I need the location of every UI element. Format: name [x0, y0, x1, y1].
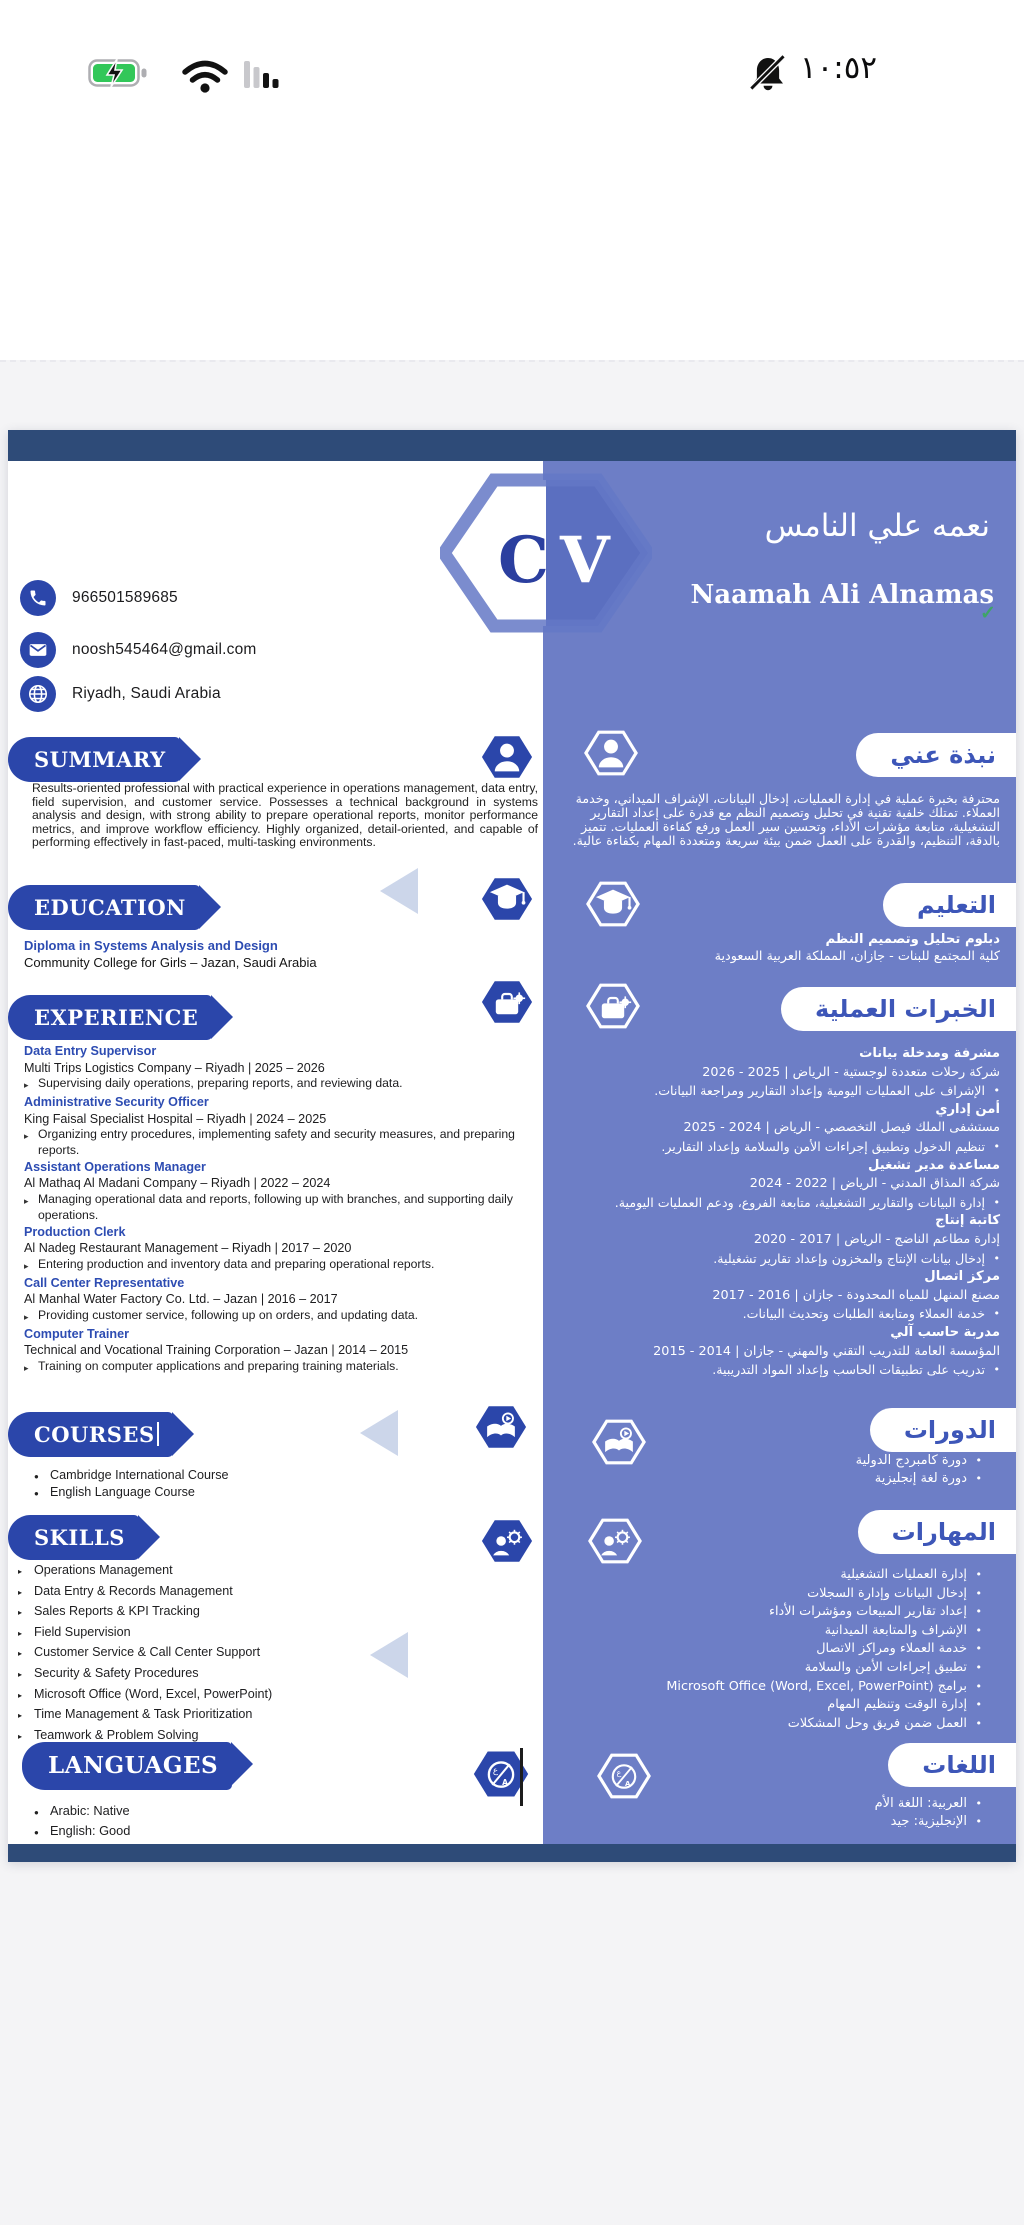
skill-item: ▸ Security & Safety Procedures: [18, 1665, 199, 1680]
contact-location: [20, 675, 221, 713]
summary-badge-ar: نبذة عني: [856, 733, 1016, 777]
job-title: مركز اتصال: [924, 1269, 1000, 1285]
education-entry-ar: [715, 932, 1000, 965]
job-title: Production Clerk: [24, 1224, 126, 1239]
language-item-ar: • الإنجليزية: جيد: [890, 1813, 982, 1829]
courses-list-ar: [856, 1452, 982, 1487]
job-title: Computer Trainer: [24, 1326, 129, 1341]
phone-icon: [20, 580, 56, 616]
courses-list-en: [34, 1468, 229, 1501]
job-company: King Faisal Specialist Hospital – Riyadh | 2024 – 2025: [24, 1111, 327, 1126]
skill-item-ar: • إدارة الوقت وتنظيم المهام: [827, 1697, 982, 1713]
name-arabic: نعمه علي النامس: [764, 508, 990, 544]
decorative-triangle: [370, 1632, 408, 1678]
experience-entry: [24, 1224, 538, 1275]
job-title: Data Entry Supervisor: [24, 1044, 157, 1058]
language-item-ar: • العربية: اللغة الأم: [874, 1796, 982, 1811]
email-address: noosh545464@gmail.com: [72, 641, 257, 658]
experience-badge: EXPERIENCE: [8, 995, 212, 1040]
email-icon: [20, 632, 56, 668]
text-cursor: [157, 1422, 159, 1446]
skills-gear-icon: [480, 1517, 534, 1565]
languages-badge-ar: اللغات: [888, 1743, 1016, 1787]
languages-list-en: [34, 1802, 130, 1842]
job-company: إدارة مطاعم الناضج - الرياض | 2017 - 2020: [753, 1231, 1000, 1247]
job-bullet: • تنظيم الدخول وتطبيق إجراءات الأمن والسلامة وإعداد التقارير.: [661, 1138, 1000, 1154]
job-title: أمن إداري: [935, 1101, 1000, 1117]
course-item: ● English Language Course: [34, 1484, 195, 1499]
course-item: ● Cambridge International Course: [34, 1468, 229, 1482]
job-bullet: • تدريب على تطبيقات الحاسب وإعداد المواد التدريبية.: [712, 1362, 1000, 1378]
skill-item-ar: • إعداد تقارير المبيعات ومؤشرات الأداء: [768, 1604, 982, 1620]
school-name-ar: كلية المجتمع للبنات - جازان، المملكة العربية السعودية: [714, 948, 1000, 964]
skills-gear-icon-ar: [588, 1517, 642, 1565]
name-english: Naamah Ali Alnamas: [690, 580, 994, 610]
skill-item: ▸ Teamwork & Problem Solving: [18, 1727, 199, 1742]
translate-icon-ar: [597, 1752, 651, 1800]
job-company: مصنع المنهل للمياه المحدودة - جازان | 2016 - 2017: [712, 1287, 1000, 1303]
job-company: Al Mathaq Al Madani Company – Riyadh | 2022 – 2024: [24, 1176, 331, 1191]
skill-item-ar: • خدمة العملاء ومراكز الاتصال: [816, 1641, 982, 1657]
location-icon: [20, 676, 56, 712]
decorative-triangle: [360, 1410, 398, 1456]
job-title: مدربة حاسب آلي: [890, 1324, 1000, 1340]
text-cursor-languages: [520, 1748, 523, 1806]
phone-number: 966501589685: [72, 589, 178, 606]
course-item-ar: • دورة لغة إنجليزية: [874, 1470, 982, 1486]
summary-badge: SUMMARY: [8, 737, 180, 782]
cv-logo: [440, 470, 652, 636]
graduation-icon: [480, 875, 534, 923]
experience-entry: [24, 1043, 538, 1094]
experience-entry: [548, 1045, 1000, 1101]
skill-item: ▸ Time Management & Task Prioritization: [18, 1707, 253, 1722]
job-bullet: ▸ Providing customer service, following up on orders, and updating data.: [24, 1307, 419, 1322]
course-book-icon: [474, 1403, 528, 1451]
decorative-triangle: [380, 868, 418, 914]
person-icon: [480, 733, 534, 781]
job-company: شركة المذاق المدني - الرياض | 2022 - 2024: [749, 1176, 1000, 1192]
experience-entry: [24, 1326, 538, 1377]
course-book-icon-ar: [592, 1418, 646, 1466]
page-divider: [0, 360, 1024, 362]
experience-entry: [548, 1157, 1000, 1213]
experience-list-en: [24, 1043, 538, 1377]
contact-phone: [20, 579, 178, 617]
job-bullet: • إدخال بيانات الإنتاج والمخزون وإعداد تقارير تشغيلية.: [713, 1250, 1000, 1266]
notifications-muted-icon: [748, 54, 788, 92]
location-text: Riyadh, Saudi Arabia: [72, 685, 221, 702]
job-bullet: • الإشراف على العمليات اليومية وإعداد التقارير ومراجعة البيانات.: [654, 1083, 1000, 1099]
job-bullet: • إدارة البيانات والتقارير التشغيلية، متابعة الفروع، ودعم العمليات اليومية.: [614, 1194, 1000, 1210]
experience-entry: [24, 1159, 538, 1224]
education-badge: EDUCATION: [8, 885, 200, 930]
job-bullet: ▸ Organizing entry procedures, implementing safety and security measures, and preparing reports.: [24, 1127, 515, 1157]
language-item: ● English: Good: [34, 1823, 131, 1838]
contact-email: [20, 631, 257, 669]
status-time: ١٠:٥٢: [800, 50, 878, 86]
job-bullet: • خدمة العملاء ومتابعة الطلبات وتحديث البيانات.: [742, 1306, 1000, 1322]
experience-entry: [548, 1101, 1000, 1157]
job-company: شركة رحلات متعددة لوجستية - الرياض | 2025 - 2026: [702, 1064, 1000, 1080]
job-company: Al Nadeg Restaurant Management – Riyadh | 2017 – 2020: [24, 1241, 352, 1256]
green-check-mark: ✓: [980, 603, 996, 624]
skill-item: ▸ Data Entry & Records Management: [18, 1583, 233, 1598]
job-title: مساعدة مدير تشغيل: [867, 1157, 1000, 1173]
job-bullet: ▸ Managing operational data and reports, following up with branches, and supporting daily operations.: [24, 1191, 513, 1222]
languages-badge: LANGUAGES: [22, 1742, 232, 1790]
skills-list-ar: [666, 1566, 982, 1733]
job-company: المؤسسة العامة للتدريب التقني والمهني - جازان | 2014 - 2015: [653, 1343, 1000, 1359]
courses-badge-ar: الدورات: [870, 1408, 1016, 1452]
skill-item: ▸ Field Supervision: [18, 1624, 131, 1639]
course-item-ar: • دورة كامبردج الدولية: [855, 1453, 982, 1468]
school-name: Community College for Girls – Jazan, Saudi Arabia: [24, 954, 317, 970]
wifi-icon: [182, 58, 228, 94]
languages-list-ar: [875, 1795, 982, 1830]
degree-title-ar: دبلوم تحليل وتصميم النظم: [825, 932, 1000, 947]
skill-item: ▸ Sales Reports & KPI Tracking: [18, 1604, 200, 1619]
job-title: كاتبة إنتاج: [935, 1213, 1000, 1229]
experience-entry: [548, 1324, 1000, 1380]
skills-badge: SKILLS: [8, 1515, 139, 1560]
skill-item-ar: • تطبيق إجراءات الأمن والسلامة: [804, 1659, 982, 1675]
skill-item: ▸ Customer Service & Call Center Support: [18, 1645, 261, 1660]
skills-list-en: [18, 1561, 272, 1746]
experience-entry: [24, 1275, 538, 1326]
job-bullet: ▸ Training on computer applications and preparing training materials.: [24, 1358, 399, 1373]
education-entry: [24, 938, 317, 971]
logo-letter-c: C: [498, 523, 549, 598]
experience-entry: [24, 1094, 538, 1159]
skill-item-ar: • العمل ضمن فريق وحل المشكلات: [787, 1715, 982, 1731]
language-item: ● Arabic: Native: [34, 1803, 130, 1818]
job-company: Technical and Vocational Training Corporation – Jazan | 2014 – 2015: [24, 1343, 409, 1358]
skill-item-ar: • الإشراف والمتابعة الميدانية: [824, 1622, 982, 1638]
job-company: Al Manhal Water Factory Co. Ltd. – Jazan | 2016 – 2017: [24, 1292, 338, 1307]
experience-entry: [548, 1268, 1000, 1324]
job-bullet: ▸ Supervising daily operations, preparing reports, and reviewing data.: [24, 1076, 403, 1091]
job-title: مشرفة ومدخلة بيانات: [859, 1046, 1000, 1061]
skill-item: ▸ Microsoft Office (Word, Excel, PowerPoint): [18, 1686, 273, 1701]
skill-item: ▸ Operations Management: [18, 1563, 173, 1577]
skills-badge-ar: المهارات: [858, 1510, 1016, 1554]
graduation-icon-ar: [586, 880, 640, 928]
cv-document: [8, 430, 1016, 1862]
job-company: مستشفى الملك فيصل التخصصي - الرياض | 2024 - 2025: [683, 1120, 1000, 1136]
logo-letter-v: V: [560, 523, 610, 598]
education-badge-ar: التعليم: [883, 883, 1016, 927]
summary-text: Results-oriented professional with practical experience in operations management, data entry, field supervision, and customer service. Possesses a technical background in systems analysis and design, with strong ability to prepare operational reports, monitor performance metrics, and improve workflow efficiency. Highly organized, detail-oriented, and capable of performing effectively in fast-paced, multi-tasking environments.: [32, 781, 538, 850]
person-icon-ar: [584, 729, 638, 777]
experience-entry: [548, 1212, 1000, 1268]
bottom-navy-bar: [8, 1844, 1016, 1862]
job-bullet: ▸ Entering production and inventory data and preparing operational reports.: [24, 1256, 435, 1271]
skill-item-ar: • إدارة العمليات التشغيلية: [840, 1567, 982, 1582]
briefcase-icon: [480, 978, 534, 1026]
experience-badge-ar: الخبرات العملية: [781, 987, 1016, 1031]
job-title: Assistant Operations Manager: [24, 1159, 206, 1174]
skill-item-ar: • إدخال البيانات وإدارة السجلات: [807, 1585, 982, 1601]
skill-item-ar: • برامج Microsoft Office (Word, Excel, PowerPoint): [666, 1678, 982, 1694]
experience-list-ar: [548, 1045, 1000, 1380]
degree-title: Diploma in Systems Analysis and Design: [24, 938, 278, 953]
status-bar: [0, 0, 1024, 110]
job-title: Call Center Representative: [24, 1275, 185, 1290]
battery-charging-icon: [88, 58, 148, 88]
top-navy-bar: [8, 430, 1016, 461]
courses-badge: COURSES: [8, 1412, 173, 1457]
cellular-signal-icon: [244, 58, 280, 90]
summary-text-ar: محترفة بخبرة عملية في إدارة العمليات، إدخال البيانات، الإشراف الميداني، وخدمة العملاء. تمتلك خلفية تقنية في تحليل وتصميم النظم مع قدرة على إعداد التقارير التشغيلية، متابعة مؤشرات الأداء، وتحسين سير العمل ورفع كفاءة العمليات. تتميز بالدقة، التنظيم، والقدرة على العمل ضمن بيئة سريعة ومتعددة المهام بكفاءة عالية.: [572, 791, 1000, 848]
job-title: Administrative Security Officer: [24, 1094, 209, 1109]
job-company: Multi Trips Logistics Company – Riyadh | 2025 – 2026: [24, 1060, 325, 1075]
briefcase-icon-ar: [586, 982, 640, 1030]
